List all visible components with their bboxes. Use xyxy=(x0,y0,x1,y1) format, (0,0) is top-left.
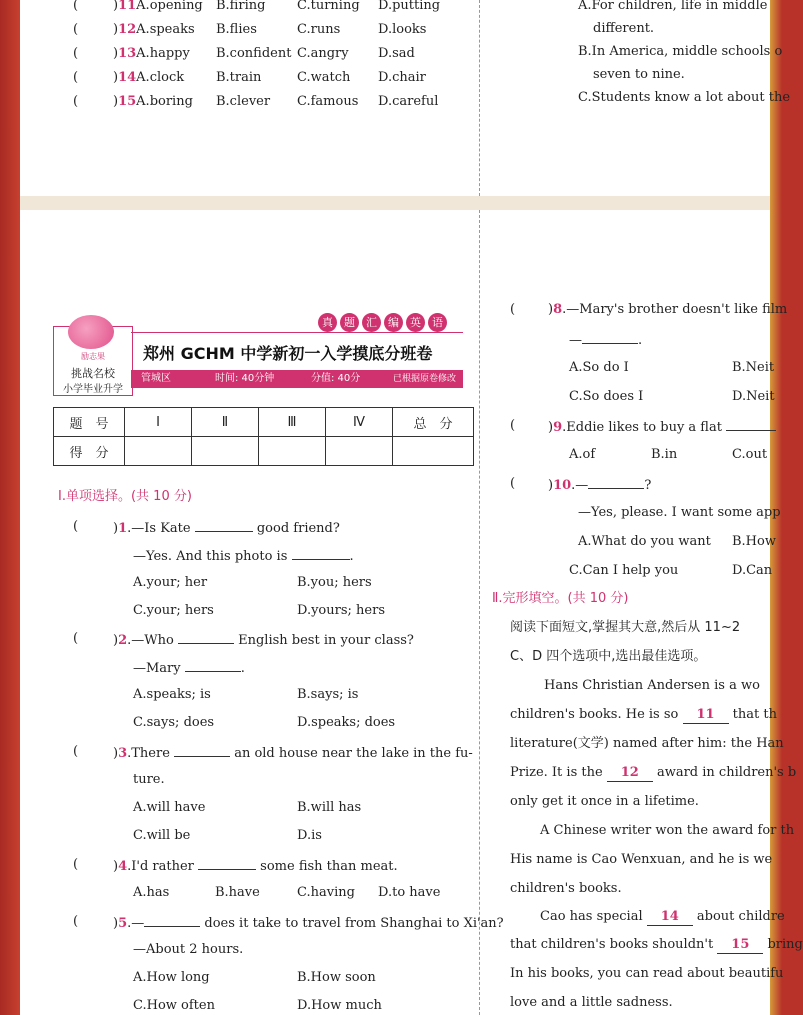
question-15: )15A.boring xyxy=(113,94,193,109)
top-page xyxy=(20,0,791,196)
title-box xyxy=(131,332,463,371)
edit-note: 已根据原卷修改 xyxy=(393,374,457,384)
question-line: —About 2 hours. xyxy=(133,942,244,957)
option: D.How much xyxy=(297,998,382,1013)
option: D.yours; hers xyxy=(297,603,385,618)
option: A.has xyxy=(133,885,170,900)
question-3: )3.There an old house near the lake in the fu- xyxy=(113,746,473,761)
logo-line1: 挑战名校 xyxy=(71,367,115,380)
option: D.Can xyxy=(732,563,773,578)
option: B.Neit xyxy=(732,360,775,375)
score-input-cell[interactable] xyxy=(259,437,326,466)
column-divider xyxy=(479,0,480,196)
answer-paren[interactable]: ( xyxy=(73,857,79,872)
option: D.Neit xyxy=(732,389,775,404)
option: D.looks xyxy=(378,22,427,37)
passage-line: literature(文学) named after him: the Han xyxy=(510,736,784,751)
answer-paren[interactable]: ( xyxy=(510,418,516,433)
passage-line: Hans Christian Andersen is a wo xyxy=(544,678,760,693)
question-8: )8.—Mary's brother doesn't like film xyxy=(548,302,788,317)
tag: 题 xyxy=(340,313,359,332)
option: C.watch xyxy=(297,70,351,85)
left-border xyxy=(0,0,20,1015)
option: D.speaks; does xyxy=(297,715,396,730)
answer-paren[interactable]: ( xyxy=(73,22,79,37)
fruit-icon xyxy=(68,315,114,349)
option: C.angry xyxy=(297,46,349,61)
option: A.How long xyxy=(133,970,210,985)
option: C.How often xyxy=(133,998,215,1013)
option: C.will be xyxy=(133,828,191,843)
option: B.clever xyxy=(216,94,271,109)
question-2: )2.—Who English best in your class? xyxy=(113,633,414,648)
option: C.says; does xyxy=(133,715,215,730)
passage-line: In his books, you can read about beautifu xyxy=(510,966,784,981)
passage-line: His name is Cao Wenxuan, and he is we xyxy=(510,852,773,867)
score-table xyxy=(53,407,474,466)
answer-paren[interactable]: ( xyxy=(73,0,79,13)
table-row xyxy=(54,408,474,437)
table-cell: 总 分 xyxy=(393,408,474,437)
series-tags xyxy=(318,311,450,332)
tag: 英 xyxy=(406,313,425,332)
option: D.to have xyxy=(378,885,441,900)
answer-paren[interactable]: ( xyxy=(510,302,516,317)
option-line: B.In America, middle schools o xyxy=(578,44,783,59)
question-10: )10.— ? xyxy=(548,478,652,493)
passage-line: Cao has special 14 about childre xyxy=(540,909,785,924)
brand-logo xyxy=(53,326,133,396)
exam-title: 郑州 GCHM 中学新初一入学摸底分班卷 xyxy=(143,344,433,363)
passage-line: only get it once in a lifetime. xyxy=(510,794,699,809)
question-line: — . xyxy=(569,333,643,348)
tag: 汇 xyxy=(362,313,381,332)
table-cell: 得 分 xyxy=(54,437,125,466)
option: B.flies xyxy=(216,22,257,37)
option: D.sad xyxy=(378,46,415,61)
score-input-cell[interactable] xyxy=(326,437,393,466)
option: A.of xyxy=(569,447,596,462)
cloze-blank-14: 14 xyxy=(647,909,693,926)
option: C.out xyxy=(732,447,768,462)
cloze-blank-12: 12 xyxy=(607,765,653,782)
question-12: )12A.speaks xyxy=(113,22,195,37)
option: B.How xyxy=(732,534,776,549)
option: A.So do I xyxy=(569,360,629,375)
score-input-cell[interactable] xyxy=(192,437,259,466)
option-line: C.Students know a lot about the xyxy=(578,90,791,105)
passage-line: that children's books shouldn't 15 bring xyxy=(510,937,803,952)
answer-paren[interactable]: ( xyxy=(73,519,79,534)
tag: 编 xyxy=(384,313,403,332)
question-line: —Mary . xyxy=(133,661,245,676)
score-input-cell[interactable] xyxy=(125,437,192,466)
option: C.turning xyxy=(297,0,360,13)
question-5: )5.— does it take to travel from Shanghai to Xi'an? xyxy=(113,916,504,931)
option: B.will has xyxy=(297,800,362,815)
passage-line: children's books. He is so 11 that th xyxy=(510,707,777,722)
logo-name: 励志果 xyxy=(81,352,105,361)
option-line: seven to nine. xyxy=(593,67,685,82)
option: C.So does I xyxy=(569,389,644,404)
option: D.putting xyxy=(378,0,441,13)
option: B.have xyxy=(215,885,260,900)
answer-paren[interactable]: ( xyxy=(73,744,79,759)
table-cell: 题 号 xyxy=(54,408,125,437)
column-divider xyxy=(479,210,480,1015)
option: B.confident xyxy=(216,46,292,61)
option-line: A.For children, life in middle xyxy=(578,0,768,13)
option: D.careful xyxy=(378,94,439,109)
district: 管城区 xyxy=(141,373,171,384)
tag: 语 xyxy=(428,313,447,332)
question-9: )9.Eddie likes to buy a flat xyxy=(548,418,776,436)
table-cell: Ⅲ xyxy=(259,408,326,437)
passage-line: children's books. xyxy=(510,881,622,896)
section-title: Ⅰ.单项选择。(共 10 分) xyxy=(58,489,192,504)
table-cell: Ⅱ xyxy=(192,408,259,437)
option: A.What do you want xyxy=(578,534,711,549)
option: A.will have xyxy=(133,800,206,815)
bottom-page xyxy=(20,210,803,1015)
question-line: —Yes. And this photo is . xyxy=(133,549,354,564)
option: A.speaks; is xyxy=(133,687,211,702)
answer-paren[interactable]: ( xyxy=(73,94,79,109)
table-row xyxy=(54,437,474,466)
table-cell: Ⅰ xyxy=(125,408,192,437)
tag: 真 xyxy=(318,313,337,332)
section-title: Ⅱ.完形填空。(共 10 分) xyxy=(492,591,629,606)
option: D.chair xyxy=(378,70,426,85)
passage-line: Prize. It is the 12 award in children's b xyxy=(510,765,797,780)
question-line: —Yes, please. I want some app xyxy=(578,505,781,520)
option: B.train xyxy=(216,70,262,85)
option: B.says; is xyxy=(297,687,359,702)
option: C.famous xyxy=(297,94,359,109)
question-line: ture. xyxy=(133,772,165,787)
logo-line2: 小学毕业升学 xyxy=(63,384,123,395)
exam-header xyxy=(53,306,463,396)
option: C.Can I help you xyxy=(569,563,679,578)
table-cell: Ⅳ xyxy=(326,408,393,437)
cloze-blank-11: 11 xyxy=(683,707,729,724)
passage-line: A Chinese writer won the award for th xyxy=(540,823,795,838)
question-11: )11A.opening xyxy=(113,0,203,13)
option: B.firing xyxy=(216,0,266,13)
option-line: different. xyxy=(593,21,655,36)
cloze-blank-15: 15 xyxy=(717,937,763,954)
question-13: )13A.happy xyxy=(113,46,190,61)
passage-line: love and a little sadness. xyxy=(510,995,673,1010)
option: D.is xyxy=(297,828,322,843)
option: B.How soon xyxy=(297,970,376,985)
question-4: )4.I'd rather some fish than meat. xyxy=(113,859,398,874)
option: C.having xyxy=(297,885,355,900)
answer-paren[interactable]: ( xyxy=(510,476,516,491)
option: B.you; hers xyxy=(297,575,372,590)
answer-paren[interactable]: ( xyxy=(73,914,79,929)
option: B.in xyxy=(651,447,678,462)
exam-score: 分值: 40分 xyxy=(311,373,361,384)
exam-time: 时间: 40分钟 xyxy=(215,373,275,384)
score-input-cell[interactable] xyxy=(393,437,474,466)
instruction-line: C、D 四个选项中,选出最佳选项。 xyxy=(510,649,707,664)
option: A.your; her xyxy=(133,575,208,590)
answer-paren[interactable]: ( xyxy=(73,631,79,646)
question-14: )14A.clock xyxy=(113,70,185,85)
page-gap xyxy=(20,196,770,210)
answer-paren[interactable]: ( xyxy=(73,46,79,61)
option: C.your; hers xyxy=(133,603,214,618)
question-1: )1.—Is Kate good friend? xyxy=(113,521,340,536)
exam-info-bar xyxy=(131,370,463,388)
answer-paren[interactable]: ( xyxy=(73,70,79,85)
instruction-line: 阅读下面短文,掌握其大意,然后从 11~2 xyxy=(510,620,741,635)
option: C.runs xyxy=(297,22,341,37)
